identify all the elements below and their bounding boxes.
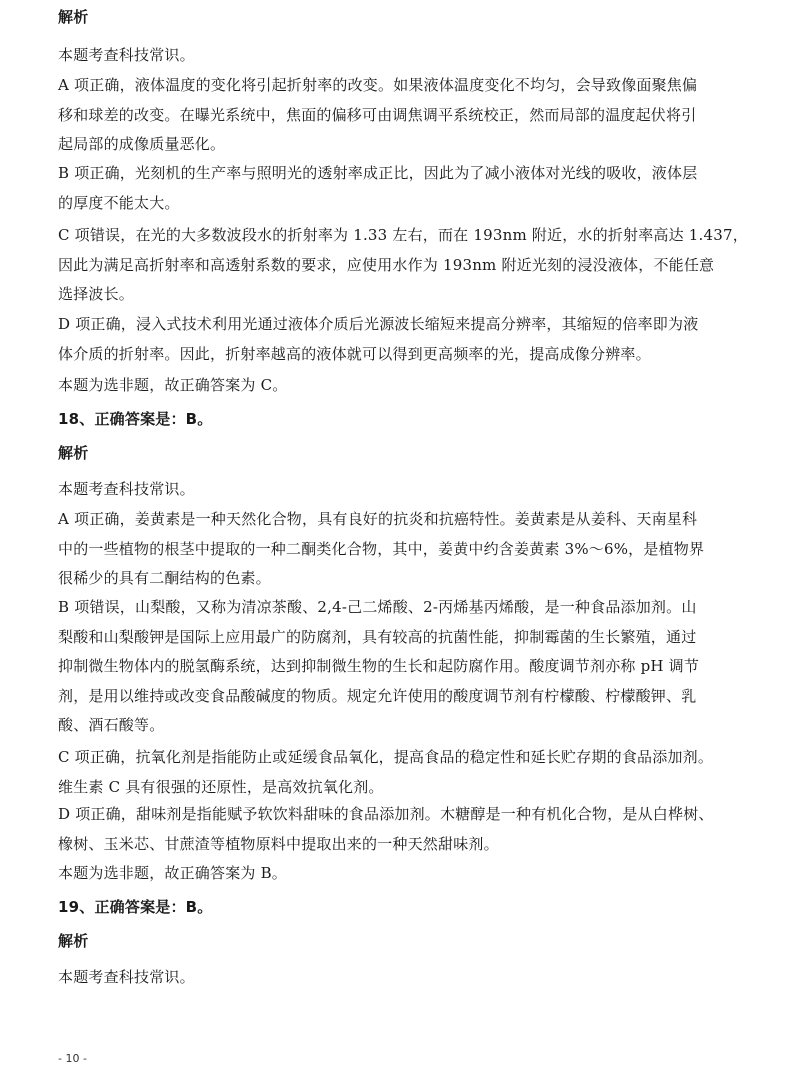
- paragraph-line: 抑制微生物体内的脱氢酶系统，达到抑制微生物的生长和起防腐作用。酸度调节剂亦称 pH 调节: [58, 657, 700, 675]
- paragraph-line: A 项正确，姜黄素是一种天然化合物，具有良好的抗炎和抗癌特性。姜黄素是从姜科、天南星科: [58, 510, 698, 528]
- paragraph-line: 本题考查科技常识。: [58, 480, 195, 498]
- section-heading: 18、正确答案是：B。: [58, 410, 213, 428]
- section-heading: 解析: [58, 444, 89, 462]
- paragraph-line: B 项正确，光刻机的生产率与照明光的透射率成正比，因此为了减小液体对光线的吸收，液体层: [58, 164, 698, 182]
- paragraph-line: D 项正确，甜味剂是指能赋予软饮料甜味的食品添加剂。木糖醇是一种有机化合物，是从白桦树、: [58, 805, 714, 823]
- paragraph-line: 很稀少的具有二酮结构的色素。: [58, 569, 271, 587]
- section-heading: 解析: [58, 8, 89, 26]
- paragraph-line: 维生素 C 具有很强的还原性，是高效抗氧化剂。: [58, 777, 384, 796]
- section-heading: 19、正确答案是：B。: [58, 898, 213, 916]
- paragraph-line: 本题为选非题，故正确答案为 C。: [58, 376, 288, 394]
- paragraph-line: 本题考查科技常识。: [58, 968, 195, 986]
- paragraph-line: 移和球差的改变。在曝光系统中，焦面的偏移可由调焦调平系统校正，然而局部的温度起伏将引: [58, 105, 697, 124]
- paragraph-line: 橡树、玉米芯、甘蔗渣等植物原料中提取出来的一种天然甜味剂。: [58, 834, 499, 853]
- paragraph-line: C 项正确，抗氧化剂是指能防止或延缓食品氧化，提高食品的稳定性和延长贮存期的食品添加剂。: [58, 748, 714, 766]
- paragraph-line: A 项正确，液体温度的变化将引起折射率的改变。如果液体温度变化不均匀，会导致像面聚焦偏: [58, 76, 698, 94]
- paragraph-line: 梨酸和山梨酸钾是国际上应用最广的防腐剂，具有较高的抗菌性能，抑制霉菌的生长繁殖，通过: [58, 627, 697, 646]
- paragraph-line: 起局部的成像质量恶化。: [58, 135, 226, 153]
- paragraph-line: 选择波长。: [58, 285, 135, 303]
- paragraph-line: 酸、酒石酸等。: [58, 716, 165, 734]
- paragraph-line: 的厚度不能太大。: [58, 193, 180, 212]
- paragraph-line: C 项错误，在光的大多数波段水的折射率为 1.33 左右，而在 193nm 附近，水的折射率高达 1.437，: [58, 226, 748, 244]
- page-number: - 10 -: [58, 1052, 87, 1065]
- paragraph-line: B 项错误，山梨酸，又称为清凉茶酸、2,4-己二烯酸、2-丙烯基丙烯酸，是一种食品添加剂。山: [58, 598, 697, 616]
- paragraph-line: 剂，是用以维持或改变食品酸碱度的物质。规定允许使用的酸度调节剂有柠檬酸、柠檬酸钾、乳: [58, 686, 697, 705]
- paragraph-line: 本题考查科技常识。: [58, 46, 195, 64]
- paragraph-line: 体介质的折射率。因此，折射率越高的液体就可以得到更高频率的光，提高成像分辨率。: [58, 344, 651, 363]
- paragraph-line: 因此为满足高折射率和高透射系数的要求，应使用水作为 193nm 附近光刻的浸没液体，不能任意: [58, 255, 715, 274]
- paragraph-line: D 项正确，浸入式技术利用光通过液体介质后光源波长缩短来提高分辨率，其缩短的倍率即为液: [58, 315, 699, 333]
- section-heading: 解析: [58, 932, 89, 950]
- paragraph-line: 本题为选非题，故正确答案为 B。: [58, 864, 287, 882]
- paragraph-line: 中的一些植物的根茎中提取的一种二酮类化合物，其中，姜黄中约含姜黄素 3%～6%，是植物界: [58, 539, 705, 558]
